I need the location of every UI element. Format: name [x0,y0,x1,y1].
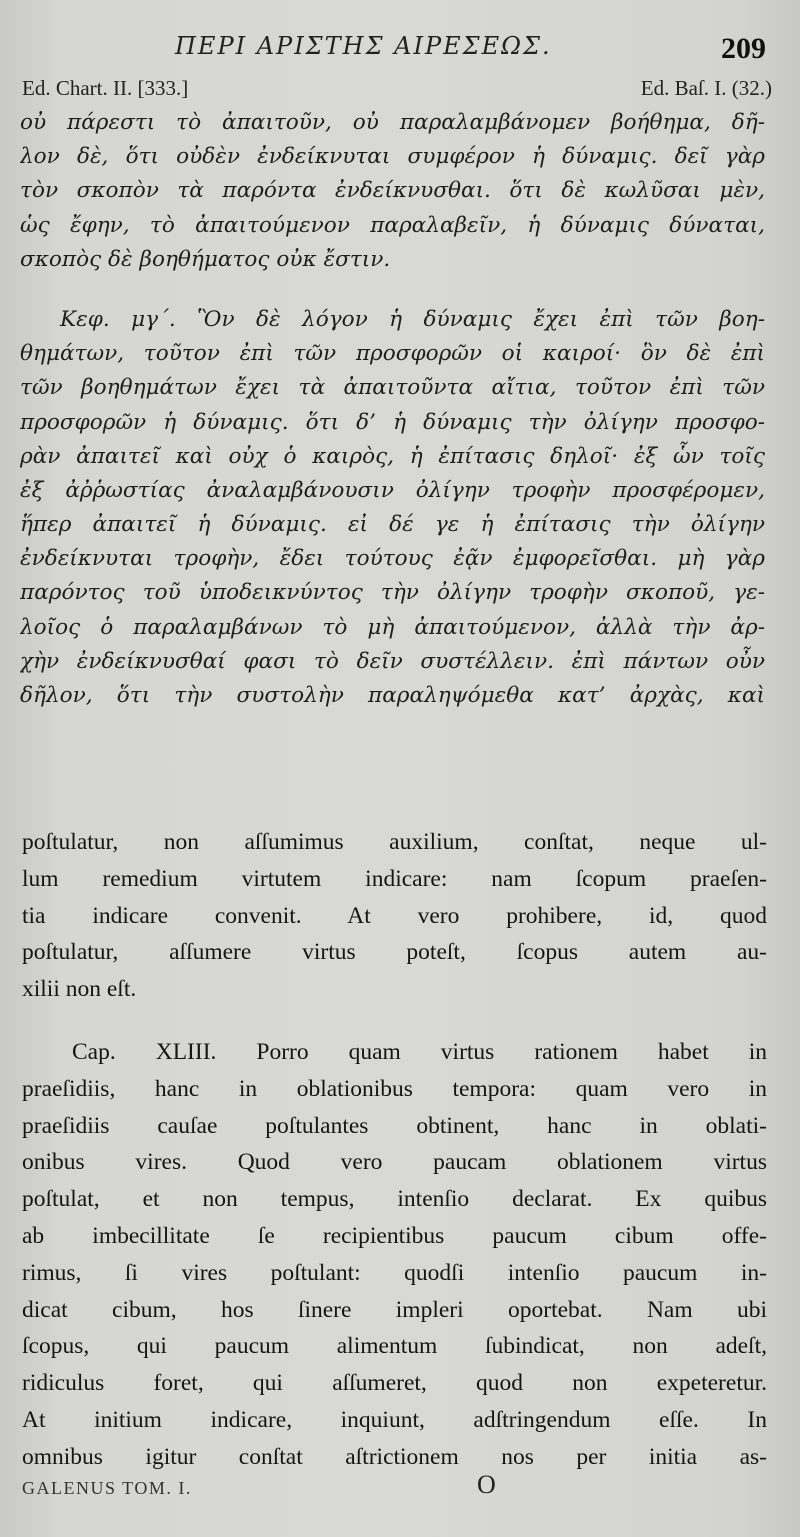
latin-line: tia indicare convenit. At vero prohibere, id, quod [22,902,767,929]
greek-line: Κεφ. μγ΄. Ὃν δὲ λόγον ἡ δύναμις ἔχει ἐπὶ τῶν βοη- [60,306,765,332]
greek-text-block [20,106,765,713]
running-title: ΠΕΡΙ ΑΡΙΣΤΗΣ ΑΙΡΕΣΕΩΣ. [175,32,552,60]
latin-line: ridiculus foret, qui aſſumeret, quod non expeteretur. [22,1370,767,1397]
greek-paragraph-2 [20,303,765,713]
latin-line: praeſidiis cauſae poſtulantes obtinent, hanc in oblati- [22,1112,767,1139]
greek-line: χὴν ἐνδείκνυσθαί φασι τὸ δεῖν συστέλλειν. ἐπὶ πάντων οὖν [20,648,765,674]
edition-chart-ref: Ed. Chart. II. [333.] [22,76,189,100]
latin-line: dicat cibum, hos ſinere impleri oportebat. Nam ubi [22,1296,767,1323]
sheet-mark: O [477,1470,496,1499]
greek-line: δῆλον, ὅτι τὴν συστολὴν παραληψόμεθα κατ’ ἀρχὰς, καὶ [20,683,765,708]
greek-line: παρόντος τοῦ ὑποδεικνύντος τὴν ὀλίγην τροφὴν σκοποῦ, γε- [20,580,765,606]
greek-line: ἥπερ ἀπαιτεῖ ἡ δύναμις. εἰ δέ γε ἡ ἐπίτασις τὴν ὀλίγην [20,512,765,538]
greek-line: σκοπὸς δὲ βοηθήματος οὐκ ἔστιν. [20,246,391,272]
latin-line: poſtulatur, aſſumere virtus poteſt, ſcopus autem au- [22,939,767,966]
greek-line: ἐξ ἀῤῥωστίας ἀναλαμβάνουσιν ὀλίγην τροφὴν προσφέρομεν, [20,477,765,503]
greek-line: λοῖος ὁ παραλαμβάνων τὸ μὴ ἀπαιτούμενον, ἀλλὰ τὴν ἀρ- [20,614,765,640]
latin-line: Cap. XLIII. Porro quam virtus rationem habet in [72,1038,767,1065]
latin-line: poſtulat, et non tempus, intenſio declarat. Ex quibus [22,1186,767,1213]
latin-line: At initium indicare, inquiunt, adſtringendum eſſe. In [22,1406,767,1433]
latin-line: omnibus igitur conſtat aſtrictionem nos per initia as- [22,1443,767,1470]
greek-line: προσφορῶν ἡ δύναμις. ὅτι δ’ ἡ δύναμις τὴν ὀλίγην προσφο- [20,409,765,435]
edition-references [22,76,772,106]
greek-paragraph-1 [20,106,765,277]
greek-line: ρὰν ἀπαιτεῖ καὶ οὐχ ὁ καιρὸς, ἡ ἐπίτασις δηλοῖ· ἐξ ὧν τοῖς [20,443,765,469]
greek-line: τὸν σκοπὸν τὰ παρόντα ἐνδείκνυσθαι. ὅτι δὲ κωλῦσαι μὲν, [20,178,765,204]
latin-line: lum remedium virtutem indicare: nam ſcopum praeſen- [22,865,767,892]
greek-line: λον δὲ, ὅτι οὐδὲν ἐνδείκνυται συμφέρον ἡ δύναμις. δεῖ γὰρ [20,144,765,170]
greek-line: οὐ πάρεστι τὸ ἀπαιτοῦν, οὐ παραλαμβάνομεν βοήθημα, δῆ- [20,110,765,135]
greek-line: θημάτων, τοῦτον ἐπὶ τῶν προσφορῶν οἱ καιροί· ὃν δὲ ἐπὶ [20,341,765,367]
latin-line: onibus vires. Quod vero paucam oblationem virtus [22,1149,767,1176]
latin-line: rimus, ſi vires poſtulant: quodſi intenſio paucum in- [22,1259,767,1286]
latin-line: praeſidiis, hanc in oblationibus tempora: quam vero in [22,1075,767,1102]
latin-line: poſtulatur, non aſſumimus auxilium, conſtat, neque ul- [22,829,767,855]
latin-paragraph-1 [22,824,767,1008]
latin-line: ſcopus, qui paucum alimentum ſubindicat, non adeſt, [22,1333,767,1360]
latin-line: ab imbecillitate ſe recipientibus paucum cibum offe- [22,1222,767,1249]
latin-paragraph-2 [22,1034,767,1476]
greek-line: ἐνδείκνυται τροφὴν, ἔδει τούτους ἐᾷν ἐμφορεῖσθαι. μὴ γὰρ [20,546,765,572]
page-footer [22,1470,772,1510]
greek-line: τῶν βοηθημάτων ἔχει τὰ ἀπαιτοῦντα αἴτια, τοῦτον ἐπὶ τῶν [20,375,765,401]
latin-line: xilii non eſt. [22,976,137,1003]
latin-text-block [22,824,767,1476]
page-number: 209 [721,32,766,65]
edition-basel-ref: Ed. Baſ. I. (32.) [640,76,772,100]
running-head [0,26,800,66]
volume-signature: GALENUS TOM. I. [22,1478,192,1498]
greek-line: ὡς ἔφην, τὸ ἀπαιτούμενον παραλαβεῖν, ἡ δύναμις δύναται, [20,212,765,238]
